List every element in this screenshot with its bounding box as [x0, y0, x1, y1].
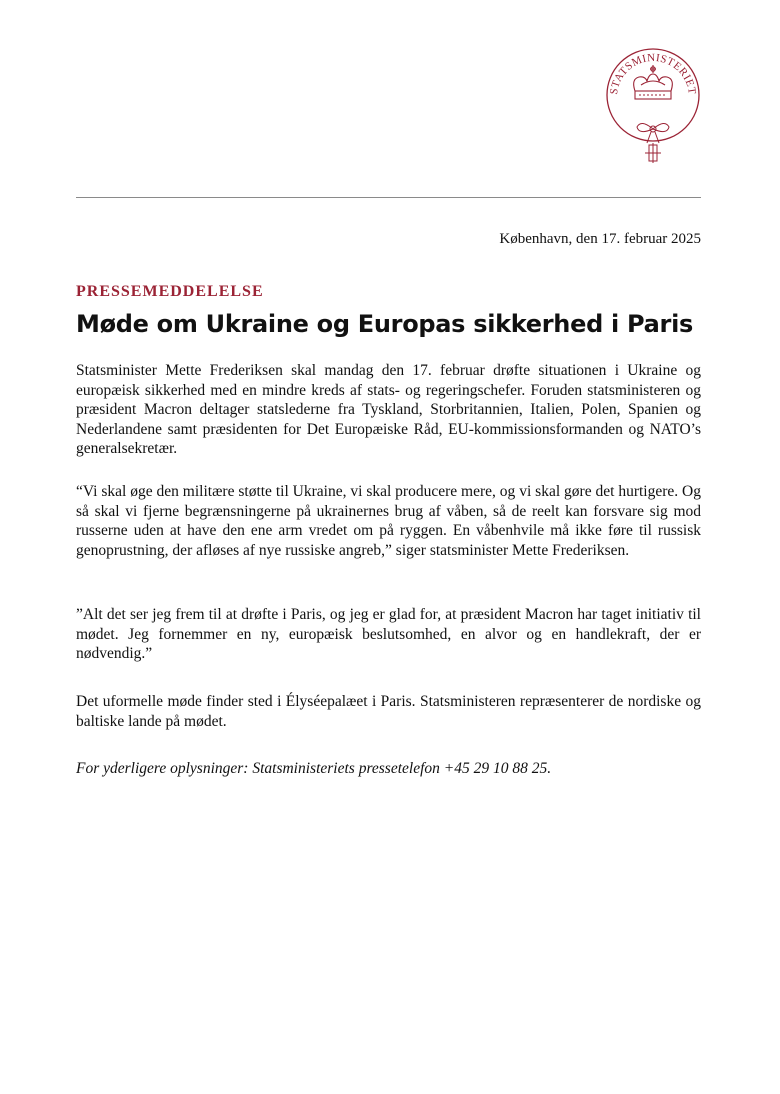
quote-paragraph: ”Alt det ser jeg frem til at drøfte i Paris, og jeg er glad for, at præsident Macron har taget initiativ til mødet. Jeg fornemmer en ny, europæisk beslutsomhed, en alvor og en handlekraft, der er nødvendig.”	[76, 606, 701, 663]
quote-paragraph: “Vi skal øge den militære støtte til Ukraine, vi skal producere mere, og vi skal gøre det hurtigere. Og så skal vi fjerne begrænsningerne på ukrainernes brug af våben, så de reelt kan forsvare sig mod russerne uden at have den ene arm vredet om på ryggen. En våbenhvile må ikke føre til russisk genoprustning, der afløses af nye russiske angreb,” siger statsminister Mette Frederiksen.	[76, 483, 701, 559]
statsministeriet-logo	[603, 45, 703, 167]
body-paragraph: Det uformelle møde finder sted i Élyséepalæet i Paris. Statsministeren repræsenterer de nordiske og baltiske lande på mødet.	[76, 693, 701, 730]
body-paragraph: Statsminister Mette Frederiksen skal mandag den 17. februar drøfte situationen i Ukraine og europæisk sikkerhed med en mindre kreds af stats- og regeringschefer. Foruden statsministeren og præsident Macron deltager statslederne fra Tyskland, Storbritannien, Italien, Polen, Spanien og Nederlandene samt præsidenten for Det Europæiske Råd, EU-kommissionsformanden og NATO’s generalsekretær.	[76, 362, 701, 458]
header-divider	[76, 197, 701, 198]
contact-info: For yderligere oplysninger: Statsministeriets pressetelefon +45 29 10 88 25.	[76, 760, 552, 777]
page-title: Møde om Ukraine og Europas sikkerhed i Paris	[76, 310, 693, 338]
crown-seal-icon	[603, 45, 703, 167]
document-type-label: PRESSEMEDDELELSE	[76, 283, 264, 300]
logo-text: STATSMINISTERIET	[608, 51, 699, 96]
dateline: København, den 17. februar 2025	[499, 231, 701, 247]
